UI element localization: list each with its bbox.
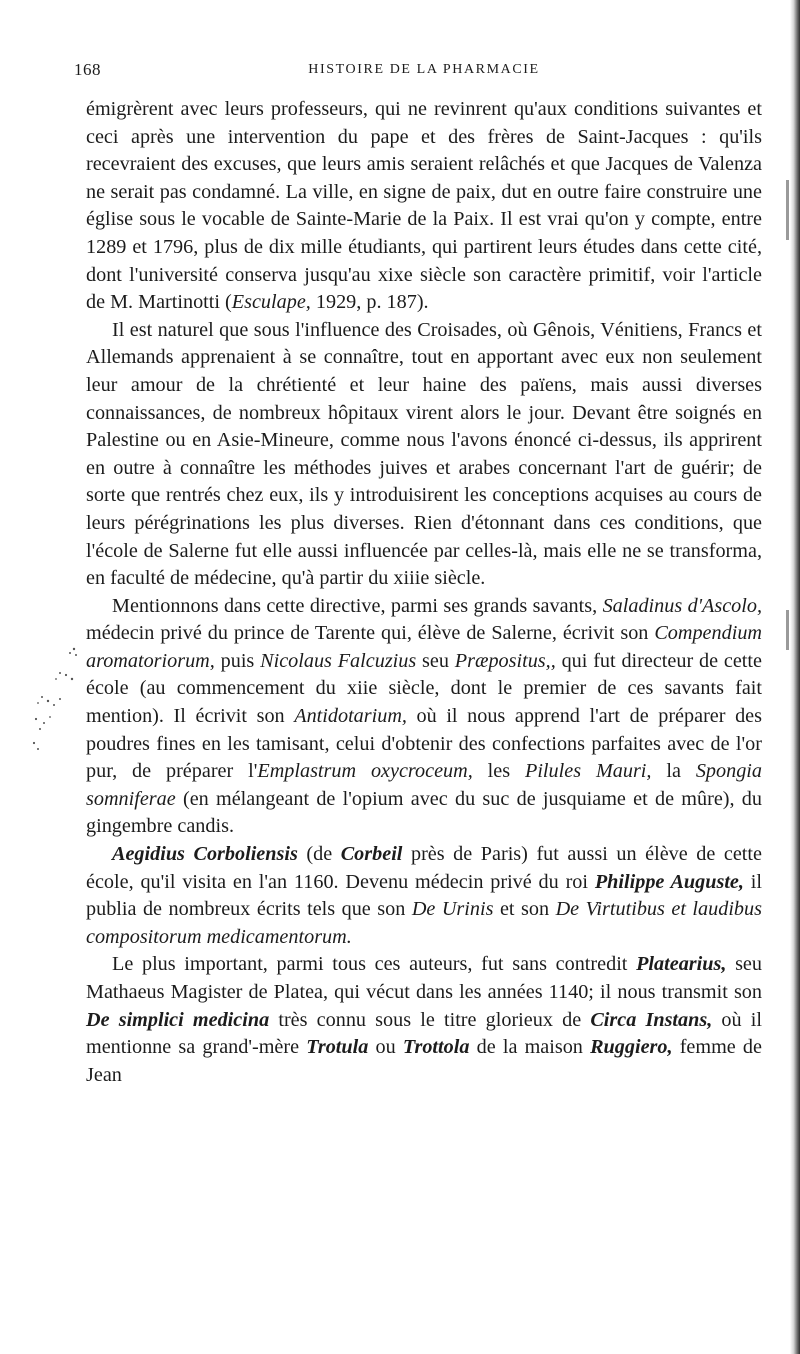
- page-number: 168: [74, 60, 101, 79]
- paragraph-1: émigrèrent avec leurs professeurs, qui ne revinrent qu'aux conditions suivantes et ceci après une intervention du pape et des frères de Saint-Jacques : qu'ils recevraient des excuses, que leurs amis seraient relâchés et que Jacques de Valenza ne serait pas condamné. La ville, en signe de paix, dut en outre faire construire une église sous le vocable de Sainte-Marie de la Paix. Il est vrai qu'on y compte, entre 1289 et 1796, plus de dix mille étudiants, qui partirent leurs études dans cette cité, dont l'université conserva jusqu'au xixe siècle son caractère primitif, voir l'article de M. Martinotti (Esculape, 1929, p. 187).: [86, 98, 762, 314]
- page-edge-shadow: [790, 0, 800, 1354]
- running-head: HISTOIRE DE LA PHARMACIE: [308, 62, 540, 77]
- scan-mark: [786, 180, 789, 240]
- scan-mark: [786, 610, 789, 650]
- paragraph-3: Mentionnons dans cette directive, parmi ses grands savants, Saladinus d'Ascolo, médecin privé du prince de Tarente qui, élève de Salerne, écrivit son Compendium aromatoriorum, puis Nicolaus Falcuzius seu Præpositus,, qui fut directeur de cette école (au commencement du xiie siècle, dont le premier de ces savants fait mention). Il écrivit son Antidotarium, où il nous apprend l'art de préparer des poudres fines en les tamisant, celui d'obtenir des confections parfaites avec de l'or pur, de préparer l'Emplastrum oxycroceum, les Pilules Mauri, la Spongia somniferae (en mélangeant de l'opium avec du suc de jusquiame et de mûre), du gingembre candis.: [86, 594, 762, 838]
- page-header: [74, 60, 762, 90]
- paragraph-4: Aegidius Corboliensis (de Corbeil près de Paris) fut aussi un élève de cette école, qu'il visita en l'an 1160. Devenu médecin privé du roi Philippe Auguste, il publia de nombreux écrits tels que son De Urinis et son De Virtutibus et laudibus compositorum medicamentorum.: [86, 843, 763, 948]
- page-content: [74, 60, 763, 1089]
- margin-dots: [30, 645, 80, 755]
- paragraph-5: Le plus important, parmi tous ces auteurs, fut sans contredit Platearius, seu Mathaeus Magister de Platea, qui vécut dans les années 1140; il nous transmit son De simplici medicina très connu sous le titre glorieux de Circa Instans, où il mentionne sa grand'-mère Trotula ou Trottola de la maison Ruggiero, femme de Jean: [86, 953, 763, 1086]
- paragraph-2: Il est naturel que sous l'influence des Croisades, où Gênois, Vénitiens, Francs et Allemands apprenaient à se connaître, tout en apportant avec eux non seulement leur amour de la chrétienté et leur haine des païens, mais aussi diverses connaissances, de nombreux hôpitaux virent alors le jour. Devant être soignés en Palestine ou en Asie-Mineure, comme nous l'avons énoncé ci-dessus, ils apprirent en outre à connaître les méthodes juives et arabes concernant l'art de guérir; de sorte que rentrés chez eux, ils y introduisirent les conceptions acquises au cours de leurs pérégrinations les plus diverses. Rien d'étonnant dans ces conditions, que l'école de Salerne fut elle aussi influencée par celles-là, mais elle ne se transforma, en faculté de médecine, qu'à partir du xiiie siècle.: [86, 318, 762, 590]
